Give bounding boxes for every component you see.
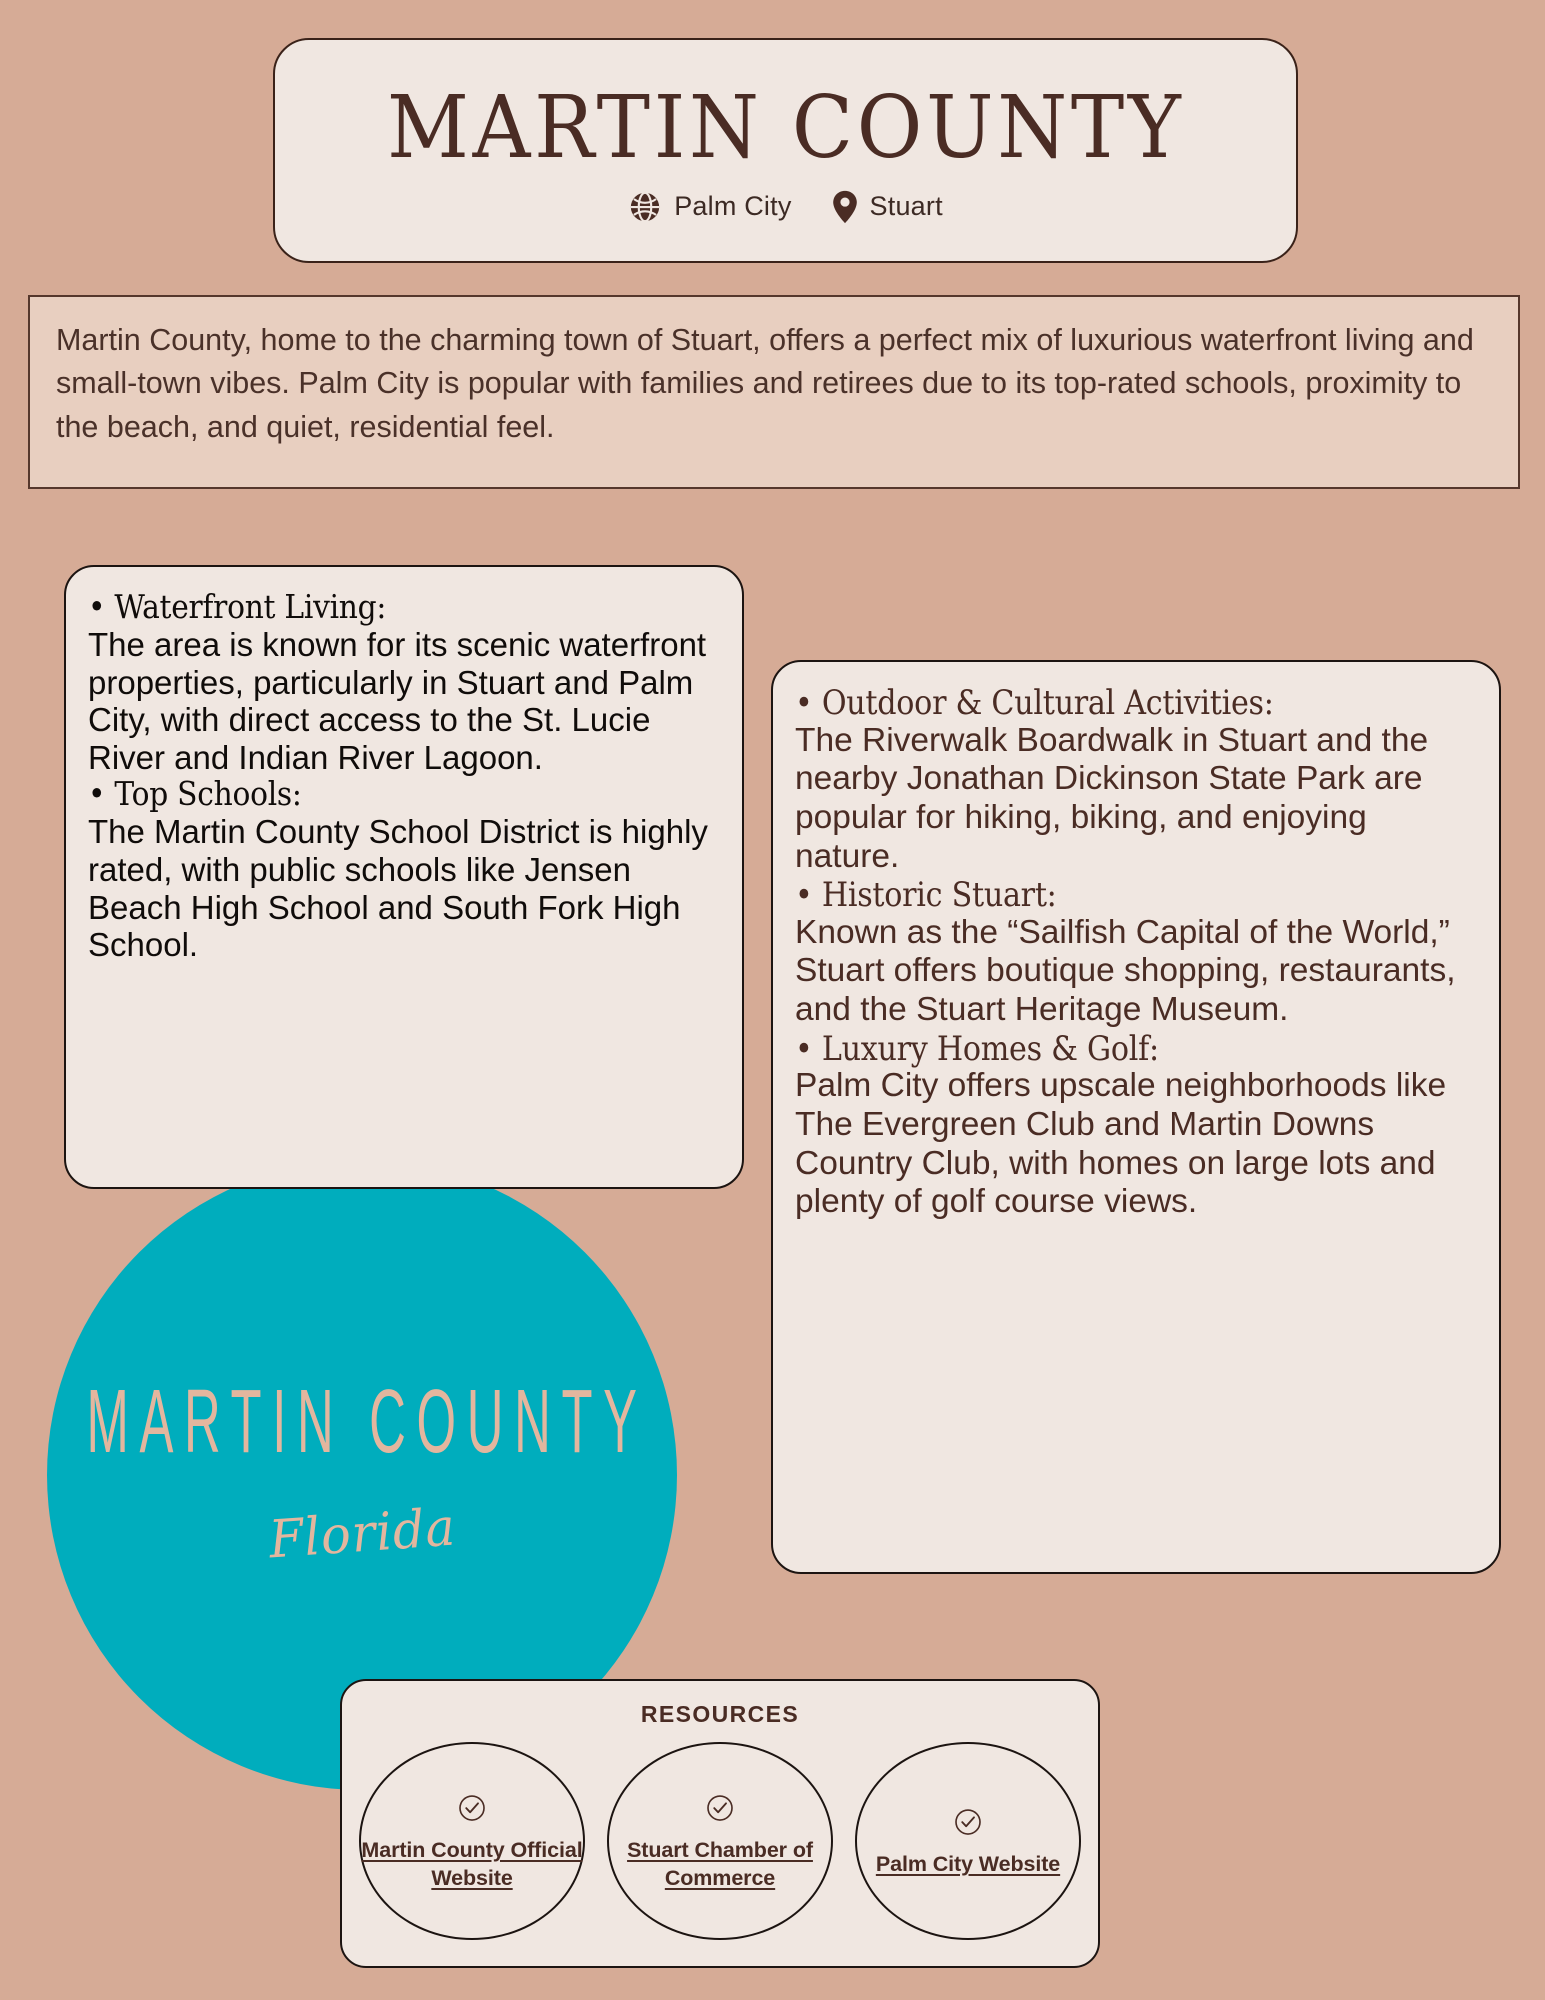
meta-label-palm-city: Palm City xyxy=(674,191,792,222)
section-heading-outdoor-cultural: • Outdoor & Cultural Activities: xyxy=(795,683,1274,722)
left-content-card xyxy=(64,565,744,1189)
intro-text: Martin County, home to the charming town of Stuart, offers a perfect mix of luxurious waterfront living and small-town vibes. Palm City is popular with families and retirees due to its top-rated schools, proximity to the beach, and quiet, residential feel. xyxy=(56,323,1474,444)
section-heading-luxury-homes-golf: • Luxury Homes & Golf: xyxy=(795,1028,1159,1068)
resource-link-stuart-chamber[interactable] xyxy=(607,1742,833,1940)
resource-label: Martin County Official Website xyxy=(361,1838,583,1890)
section-body-luxury-homes-golf: Palm City offers upscale neighborhoods like The Evergreen Club and Martin Downs Country Club, with homes on large lots and plenty of golf course views. xyxy=(795,1067,1447,1221)
resources-title: RESOURCES xyxy=(640,1701,800,1727)
intro-box xyxy=(28,295,1520,489)
check-circle-icon xyxy=(705,1793,735,1823)
check-circle-icon xyxy=(953,1807,983,1837)
header-card xyxy=(273,38,1298,263)
section-heading-waterfront: • Waterfront Living: xyxy=(88,587,387,626)
section-body-waterfront: The area is known for its scenic waterfront properties, particularly in Stuart and Palm City, with direct access to the St. Lucie River and Indian River Lagoon. xyxy=(88,625,707,776)
logo-wordmark: MARTIN COUNTY xyxy=(86,1371,648,1473)
meta-label-stuart: Stuart xyxy=(869,191,943,222)
section-heading-historic-stuart: • Historic Stuart: xyxy=(795,875,1057,915)
check-circle-icon xyxy=(457,1793,487,1823)
section-body-outdoor-cultural: The Riverwalk Boardwalk in Stuart and the nearby Jonathan Dickinson State Park are popular for hiking, biking, and enjoying nature. xyxy=(795,721,1429,875)
resource-label: Palm City Website xyxy=(875,1852,1061,1877)
logo-subtitle: Florida xyxy=(266,1497,458,1570)
meta-item-palm-city xyxy=(628,190,791,224)
resources-list xyxy=(342,1742,1098,1940)
right-content-card xyxy=(771,660,1501,1574)
resource-link-palm-city[interactable] xyxy=(855,1742,1081,1940)
resources-card xyxy=(340,1679,1100,1968)
meta-item-stuart xyxy=(832,190,943,224)
section-body-top-schools: The Martin County School District is highly rated, with public schools like Jensen Beach High School and South Fork High School. xyxy=(88,813,708,964)
header-meta-row xyxy=(628,190,943,224)
section-heading-top-schools: • Top Schools: xyxy=(88,774,302,814)
resource-link-martin-county[interactable] xyxy=(359,1742,585,1940)
resource-label: Stuart Chamber of Commerce xyxy=(627,1838,813,1890)
section-body-historic-stuart: Known as the “Sailfish Capital of the World,” Stuart offers boutique shopping, restaurants, and the Stuart Heritage Museum. xyxy=(795,913,1456,1029)
location-pin-icon xyxy=(832,190,858,224)
globe-icon xyxy=(628,190,662,224)
page-title: MARTIN COUNTY xyxy=(386,78,1185,179)
